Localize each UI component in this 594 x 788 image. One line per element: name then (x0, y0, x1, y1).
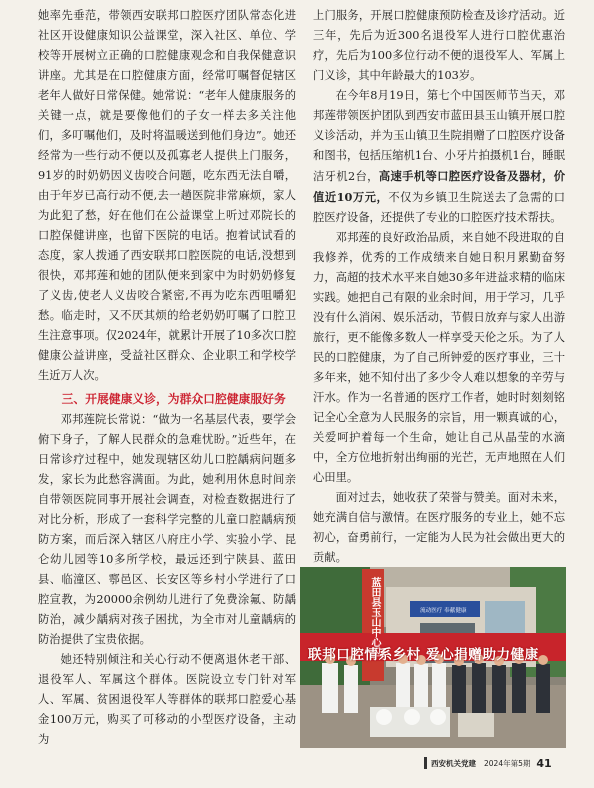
paragraph: 面对过去，她收获了荣誉与赞美。面对未来，她充满自信与激情。在医疗服务的专业上，她不忘初心，奋勇前行，一定能为人民为社会做出更大的贡献。 (313, 491, 565, 564)
paragraph: 邓邦莲院长常说：“做为一名基层代表，要学会俯下身子，了解人民群众的急难忧盼。”近些年，在日常诊疗过程中，她发现辖区幼儿口腔龋病问题多发，家长为此愁容满面。为此，她利用休息时间亲自带领医院同事开展社会调查，对检查数据进行了对比分析，形成了一套科学完整的儿童口腔龋病预防方案，而后深入辖区八府庄小学、实验小学、昆仑幼儿园等10多所学校，最远还到宁陕县、蓝田县、临潼区、鄠邑区、长安区等乡村小学进行了口腔宣教，为20000余例幼儿进行了免费涂氟、防龋防治，减少龋病对孩子困扰，为全市对儿童龋病的防治提供了宝贵依据。 (38, 413, 296, 646)
paragraph: 邓邦莲的良好政治品质，来自她不段进取的自我修养，优秀的工作成绩来自她日积月累勤奋努力，高超的技术水平来自她30多年进益求精的临床实践。她把自己有限的业余时间，用于学习，几乎没有什么消闲、娱乐活动，节假日放弃与家人出游旅行，更不能像多数人一样享受天伦之乐。为了人民的口腔健康，为了自己所钟爱的医疗事业，三十多年来，她不知付出了多少令人难以想象的辛劳与汗水。作为一名普通的医疗工作者，她时时刻刻铭记全心全意为人民服务的宗旨，用一颗真诚的心，关爱呵护着每一个生命，她让自己从晶莹的水滴中，全方位地折射出绚丽的光芒，无声地照在人们心田里。 (313, 231, 565, 484)
right-column (313, 6, 565, 568)
footer-bar (424, 757, 427, 769)
page-footer (424, 756, 552, 770)
event-banner: 联邦口腔情系乡村 爱心捐赠助力健康 (308, 647, 539, 663)
paragraph (313, 86, 565, 228)
event-photo (300, 567, 566, 748)
section-heading: 三、开展健康义诊，为群众口腔健康服好务 (61, 392, 286, 406)
issue-label: 2024年第5期 (484, 758, 531, 768)
paragraph: 她率先垂范，带领西安联邦口腔医疗团队常态化进社区开设健康知识公益课堂，深入社区、单位、学校等开展树立正确的口腔健康观念和自我保健意识讲座。尤其是在口腔健康方面，经常叮嘱督促辖区老年人做好日常保健。她常说：“老年人健康服务的关键一点，就是要像他们的子女一样去多关注他们，多叮嘱他们，及时将温暖送到他们身边”。她还经常为一些行动不便以及孤寡老人提供上门服务，91岁的时奶奶因义齿咬合问题，吃东西无法自嚼，由于年岁已高行动不便,去一趟医院非常麻烦，家人为此犯了愁，好在他们在公益课堂上听过邓院长的口腔保健讲座，也留下医院的电话。抱着试试看的态度，家人拨通了西安联邦口腔医院的电话,没想到很快，邓邦莲和她的团队便来到家中为时奶奶修复了义齿,使老人义齿咬合紧密,不再为吃东西咀嚼犯愁。临走时，又不厌其烦的给老奶奶叮嘱了口腔卫生注意事项。仅2024年，就累计开展了10多次口腔健康公益讲座，受益社区群众、企业职工和学校学生近万人次。 (38, 9, 296, 382)
left-column (38, 6, 296, 750)
journal-name: 西安机关党建 (431, 758, 476, 768)
blue-sign: 流动医疗 奉献健康 (420, 608, 467, 614)
clinic-sign: 蓝田县玉山中心卫 (369, 577, 380, 657)
page-number: 41 (536, 756, 552, 770)
paragraph: 上门服务，开展口腔健康预防检查及诊疗活动。近三年，先后为近300名退役军人进行口腔优惠治疗，先后为100多位行动不便的退役军人、军属上门义诊，其中年龄最大的103岁。 (313, 9, 565, 82)
paragraph-text: 在今年8月19日，第七个中国医师节当天，邓邦莲带领医护团队到西安市蓝田县玉山镇开展口腔义诊活动，并为玉山镇卫生院捐赠了口腔医疗设备和图书，包括压缩机1台、小牙片拍摄机1台，睡眠洁牙机2台， (313, 89, 565, 183)
paragraph: 她还特别倾注和关心行动不便离退休老干部、退役军人、军属这个群体。医院设立专门针对军人、军属、贫困退役军人等群体的联邦口腔爱心基金100万元，购买了可移动的小型医疗设备，主动为 (38, 653, 296, 746)
emphasis-text: 高速手机等口腔医疗设备及器材，价值近10万元， (313, 169, 565, 204)
paragraph-text: 不仅为乡镇卫生院送去了急需的口腔医疗设备，还提供了专业的口腔医疗技术帮扶。 (313, 191, 565, 224)
